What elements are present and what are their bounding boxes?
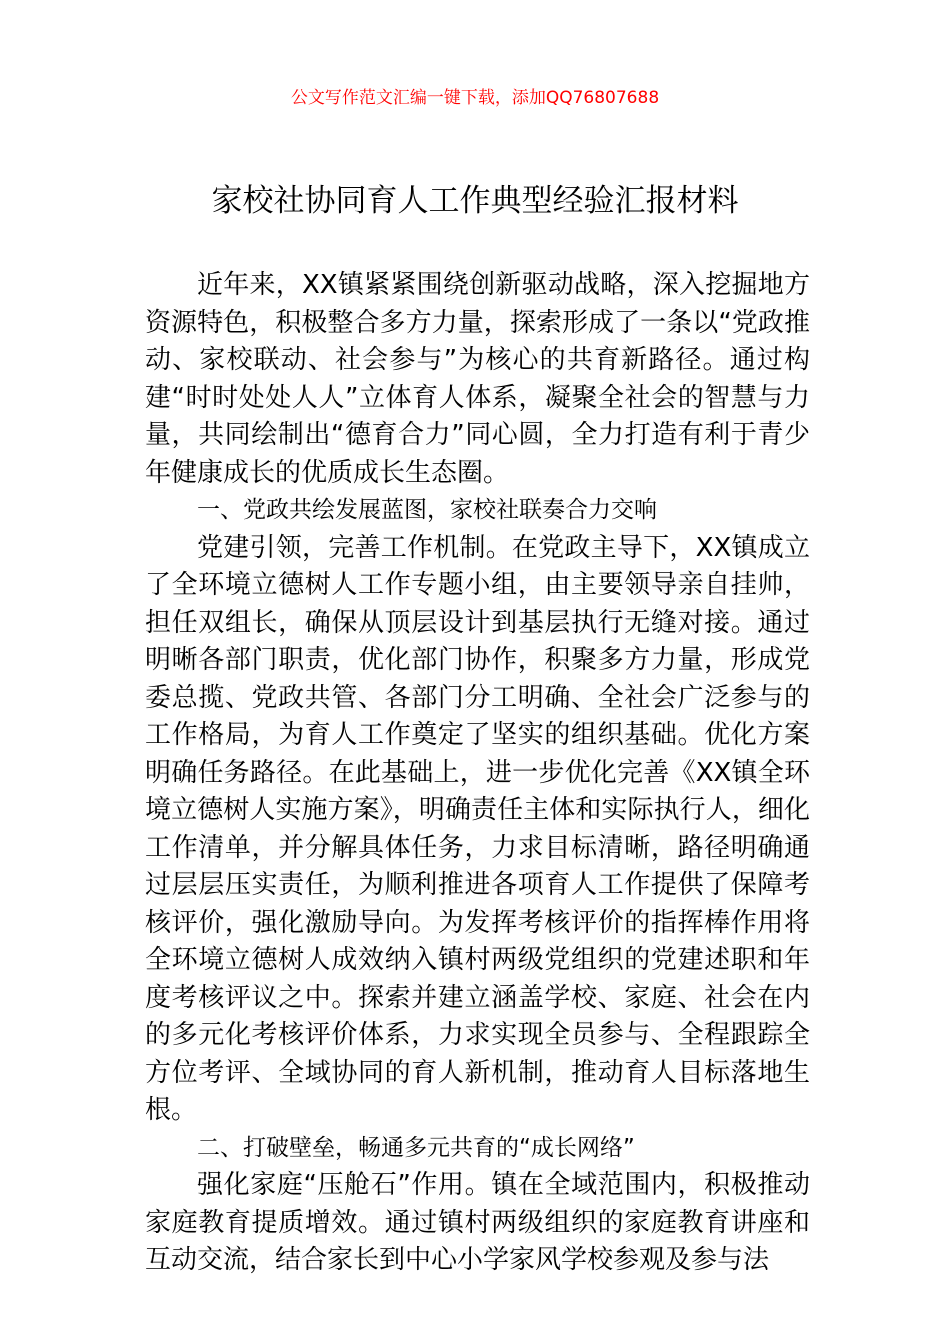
document-body [145, 267, 810, 1280]
section-2-heading: 二、打破壁垒，畅通多元共育的“成长网络” [197, 1134, 635, 1161]
section-1-paragraph: 党建引领，完善工作机制。在党政主导下，XX镇成立了全环境立德树人工作专题小组，由主要领导亲自挂帅，担任双组长，确保从顶层设计到基层执行无缝对接。通过明晰各部门职责，优化部门协作，积聚多方力量，形成党委总揽、党政共管、各部门分工明确、全社会广泛参与的工作格局，为育人工作奠定了坚实的组织基础。优化方案明确任务路径。在此基础上，进一步优化完善《XX镇全环境立德树人实施方案》，明确责任主体和实际执行人，细化工作清单，并分解具体任务，力求目标清晰，路径明确通过层层压实责任，为顺利推进各项育人工作提供了保障考核评价，强化激励导向。为发挥考核评价的指挥棒作用将全环境立德树人成效纳入镇村两级党组织的党建述职和年度考核评议之中。探索并建立涵盖学校、家庭、社会在内的多元化考核评价体系，力求实现全员参与、全程跟踪全方位考评、全域协同的育人新机制，推动育人目标落地生根。 [145, 532, 810, 1125]
section-2-paragraph: 强化家庭“压舱石”作用。镇在全域范围内，积极推动家庭教育提质增效。通过镇村两级组织的家庭教育讲座和互动交流，结合家长到中心小学家风学校参观及参与法 [145, 1170, 810, 1275]
section-1-heading: 一、党政共绘发展蓝图，家校社联奏合力交响 [197, 497, 657, 523]
download-promo-note: 公文写作范文汇编一键下载，添加QQ76807688 [290, 88, 660, 108]
document-title: 家校社协同育人工作典型经验汇报材料 [211, 183, 739, 219]
intro-paragraph: 近年来，XX镇紧紧围绕创新驱动战略，深入挖掘地方资源特色，积极整合多方力量，探索形成了一条以“党政推动、家校联动、社会参与”为核心的共育新路径。通过构建“时时处处人人”立体育人体系，凝聚全社会的智慧与力量，共同绘制出“德育合力”同心圆，全力打造有利于青少年健康成长的优质成长生态圈。 [145, 270, 810, 488]
